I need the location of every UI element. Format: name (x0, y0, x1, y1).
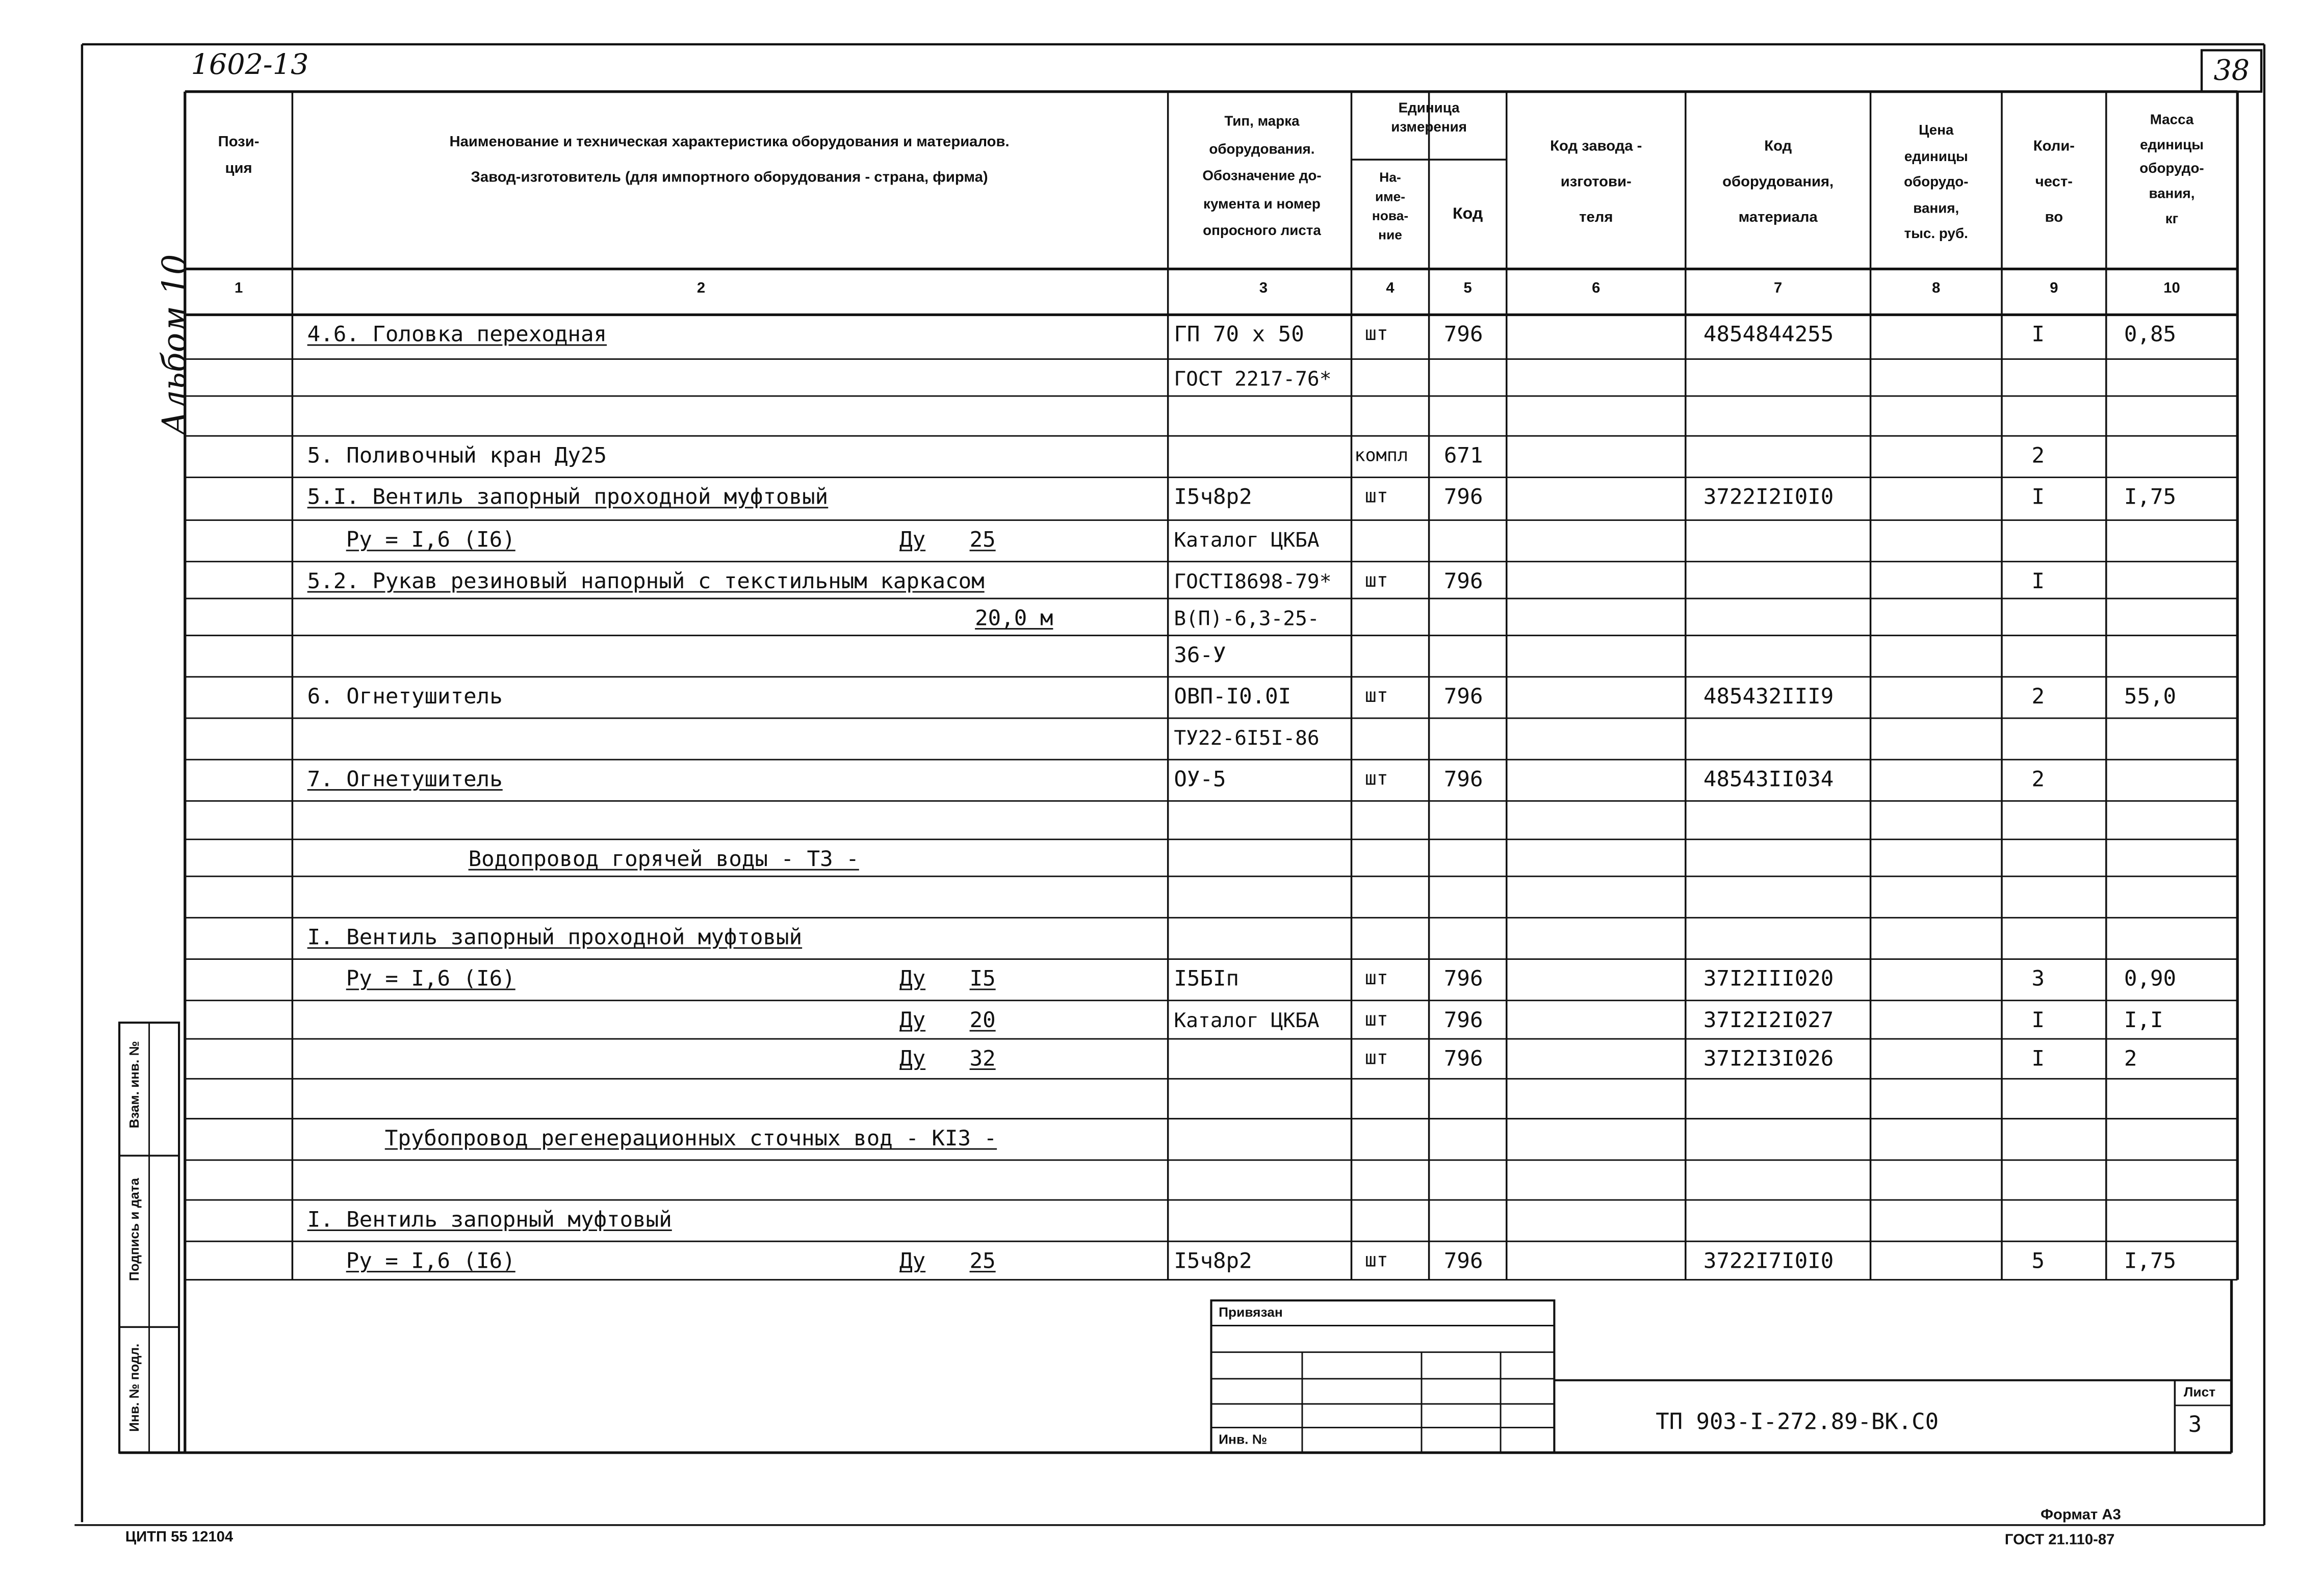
type-mark: Каталог ЦКБА (1174, 1009, 1320, 1033)
unit-code: 796 (1443, 323, 1483, 348)
document-designation: ТП 903-I-272.89-ВК.С0 (1656, 1408, 1939, 1435)
printer-label: ЦИТП 55 12104 (125, 1529, 234, 1546)
equipment-code: 3722I7I0I0 (1703, 1250, 1834, 1274)
stamp-replacement-inv: Взам. инв. № (126, 1041, 142, 1129)
item-name: Ру = I,6 (I6) (346, 1250, 515, 1274)
quantity: I (2031, 570, 2045, 594)
unit-code: 796 (1443, 768, 1483, 792)
column-number: 10 (2163, 280, 2180, 297)
nominal-diameter-value: 32 (969, 1048, 996, 1071)
quantity: I (2031, 323, 2045, 348)
equipment-code: 4854844255 (1703, 323, 1834, 348)
type-mark: I5ч8р2 (1174, 1250, 1252, 1274)
item-name: 7. Огнетушитель (307, 768, 503, 792)
type-mark: 36-У (1174, 644, 1226, 668)
unit-name: шт (1364, 1009, 1388, 1032)
header-unit-name: На- име- нова- ние (1372, 170, 1409, 243)
column-number: 8 (1932, 280, 1941, 297)
unit-code: 796 (1443, 686, 1483, 710)
nominal-diameter-label: Ду (899, 529, 926, 553)
format-label: Формат А3 (2041, 1507, 2121, 1524)
unit-name: шт (1364, 486, 1388, 509)
frame-rect (1211, 1300, 1555, 1453)
header-equipment-code: Код оборудования, материала (1722, 139, 1834, 226)
unit-code: 796 (1443, 1048, 1483, 1071)
equipment-code: 485432III9 (1703, 686, 1834, 710)
column-number: 7 (1774, 280, 1783, 297)
item-name: 5.I. Вентиль запорный проходной муфтовый (307, 486, 829, 510)
item-name: I. Вентиль запорный проходной муфтовый (307, 926, 803, 951)
item-name: 5.2. Рукав резиновый напорный с текстильным каркасом (307, 570, 985, 594)
unit-name: компл (1354, 444, 1409, 466)
unit-name: шт (1364, 768, 1388, 791)
unit-name: шт (1364, 967, 1388, 990)
type-mark: ОУ-5 (1174, 768, 1226, 792)
equipment-code: 37I2III020 (1703, 967, 1834, 992)
title-block-inv-no: Инв. № (1219, 1432, 1268, 1447)
unit-code: 796 (1443, 1009, 1483, 1033)
column-number: 5 (1463, 280, 1472, 297)
sheet-corner-number: 38 (2213, 55, 2250, 88)
item-name: 6. Огнетушитель (307, 686, 503, 710)
unit-name: шт (1364, 686, 1388, 708)
header-type-mark: Тип, марка оборудования. Обозначение до- кумента и номер опросного листа (1202, 114, 1322, 240)
nominal-diameter-label: Ду (899, 1048, 926, 1071)
quantity: I (2031, 1048, 2045, 1071)
quantity: 2 (2031, 444, 2045, 469)
quantity: 5 (2031, 1250, 2045, 1274)
header-unit-group: Единица измерения (1391, 100, 1467, 136)
item-length: 20,0 м (975, 607, 1053, 631)
nominal-diameter-value: 25 (969, 1250, 996, 1274)
unit-mass: I,I (2124, 1009, 2163, 1033)
header-quantity: Коли- чест- во (2033, 139, 2075, 226)
stamp-original-inv: Инв. № подл. (126, 1343, 142, 1432)
item-name: Ру = I,6 (I6) (346, 967, 515, 992)
header-position: Пози- ция (218, 134, 260, 177)
unit-code: 671 (1443, 444, 1483, 469)
header-unit-price: Цена единицы оборудо- вания, тыс. руб. (1904, 122, 1969, 243)
unit-mass: 55,0 (2124, 686, 2177, 710)
quantity: I (2031, 486, 2045, 510)
column-number: 6 (1592, 280, 1600, 297)
type-mark: ОВП-I0.0I (1174, 686, 1292, 710)
column-number: 9 (2050, 280, 2058, 297)
item-name: Ру = I,6 (I6) (346, 529, 515, 553)
header-factory-code: Код завода - изготови- теля (1550, 139, 1642, 226)
unit-mass: 0,90 (2124, 967, 2177, 992)
equipment-code: 48543II034 (1703, 768, 1834, 792)
unit-name: шт (1364, 1250, 1388, 1273)
quantity: 3 (2031, 967, 2045, 992)
item-name: Водопровод горячей воды - Т3 - (468, 848, 859, 872)
unit-name: шт (1364, 1048, 1388, 1070)
sheet-number: 3 (2188, 1411, 2202, 1438)
type-mark: ГОСТ 2217-76* (1174, 368, 1332, 392)
type-mark: ГОСТI8698-79* (1174, 570, 1332, 594)
column-number: 3 (1259, 280, 1268, 297)
quantity: 2 (2031, 686, 2045, 710)
column-number: 4 (1386, 280, 1395, 297)
type-mark: I5ч8р2 (1174, 486, 1252, 510)
unit-code: 796 (1443, 967, 1483, 992)
column-number: 2 (696, 280, 706, 297)
nominal-diameter-value: 20 (969, 1009, 996, 1033)
title-block-attached: Привязан (1219, 1304, 1283, 1320)
nominal-diameter-label: Ду (899, 1009, 926, 1033)
equipment-code: 37I2I2I027 (1703, 1009, 1834, 1033)
item-name: I. Вентиль запорный муфтовый (307, 1209, 672, 1233)
item-name: 4.6. Головка переходная (307, 323, 607, 348)
type-mark: ГП 70 x 50 (1174, 323, 1304, 348)
equipment-code: 3722I2I0I0 (1703, 486, 1834, 510)
type-mark: ТУ22-6I5I-86 (1174, 727, 1320, 751)
item-name: Трубопровод регенерационных сточных вод - КI3 - (384, 1128, 997, 1152)
nominal-diameter-value: 25 (969, 529, 996, 553)
nominal-diameter-value: I5 (969, 967, 996, 992)
gost-label: ГОСТ 21.110-87 (2004, 1532, 2115, 1549)
stamp-signature-date: Подпись и дата (126, 1178, 142, 1281)
type-mark: В(П)-6,3-25- (1174, 607, 1320, 631)
unit-name: шт (1364, 570, 1388, 593)
type-mark: I5БIп (1174, 967, 1240, 992)
column-number: 1 (234, 280, 243, 297)
unit-mass: 2 (2124, 1048, 2137, 1071)
nominal-diameter-label: Ду (899, 1250, 926, 1274)
unit-mass: 0,85 (2124, 323, 2177, 348)
sheet-label: Лист (2183, 1384, 2216, 1400)
unit-mass: I,75 (2124, 1250, 2177, 1274)
quantity: I (2031, 1009, 2045, 1033)
album-label: Альбом 10 (157, 254, 195, 435)
nominal-diameter-label: Ду (899, 967, 926, 992)
type-mark: Каталог ЦКБА (1174, 529, 1320, 553)
unit-mass: I,75 (2124, 486, 2177, 510)
unit-code: 796 (1443, 570, 1483, 594)
header-name: Наименование и техническая характеристика оборудования и материалов. Завод-изготовитель (для импортного оборудования - страна, фирма) (449, 134, 1010, 186)
item-name: 5. Поливочный кран Ду25 (307, 444, 607, 469)
header-unit-mass: Масса единицы оборудо- вания, кг (2139, 112, 2204, 227)
unit-code: 796 (1443, 1250, 1483, 1274)
unit-code: 796 (1443, 486, 1483, 510)
unit-name: шт (1364, 323, 1388, 346)
quantity: 2 (2031, 768, 2045, 792)
album-number: 1602-13 (191, 48, 309, 82)
header-unit-code: Код (1453, 205, 1483, 223)
equipment-code: 37I2I3I026 (1703, 1048, 1834, 1071)
